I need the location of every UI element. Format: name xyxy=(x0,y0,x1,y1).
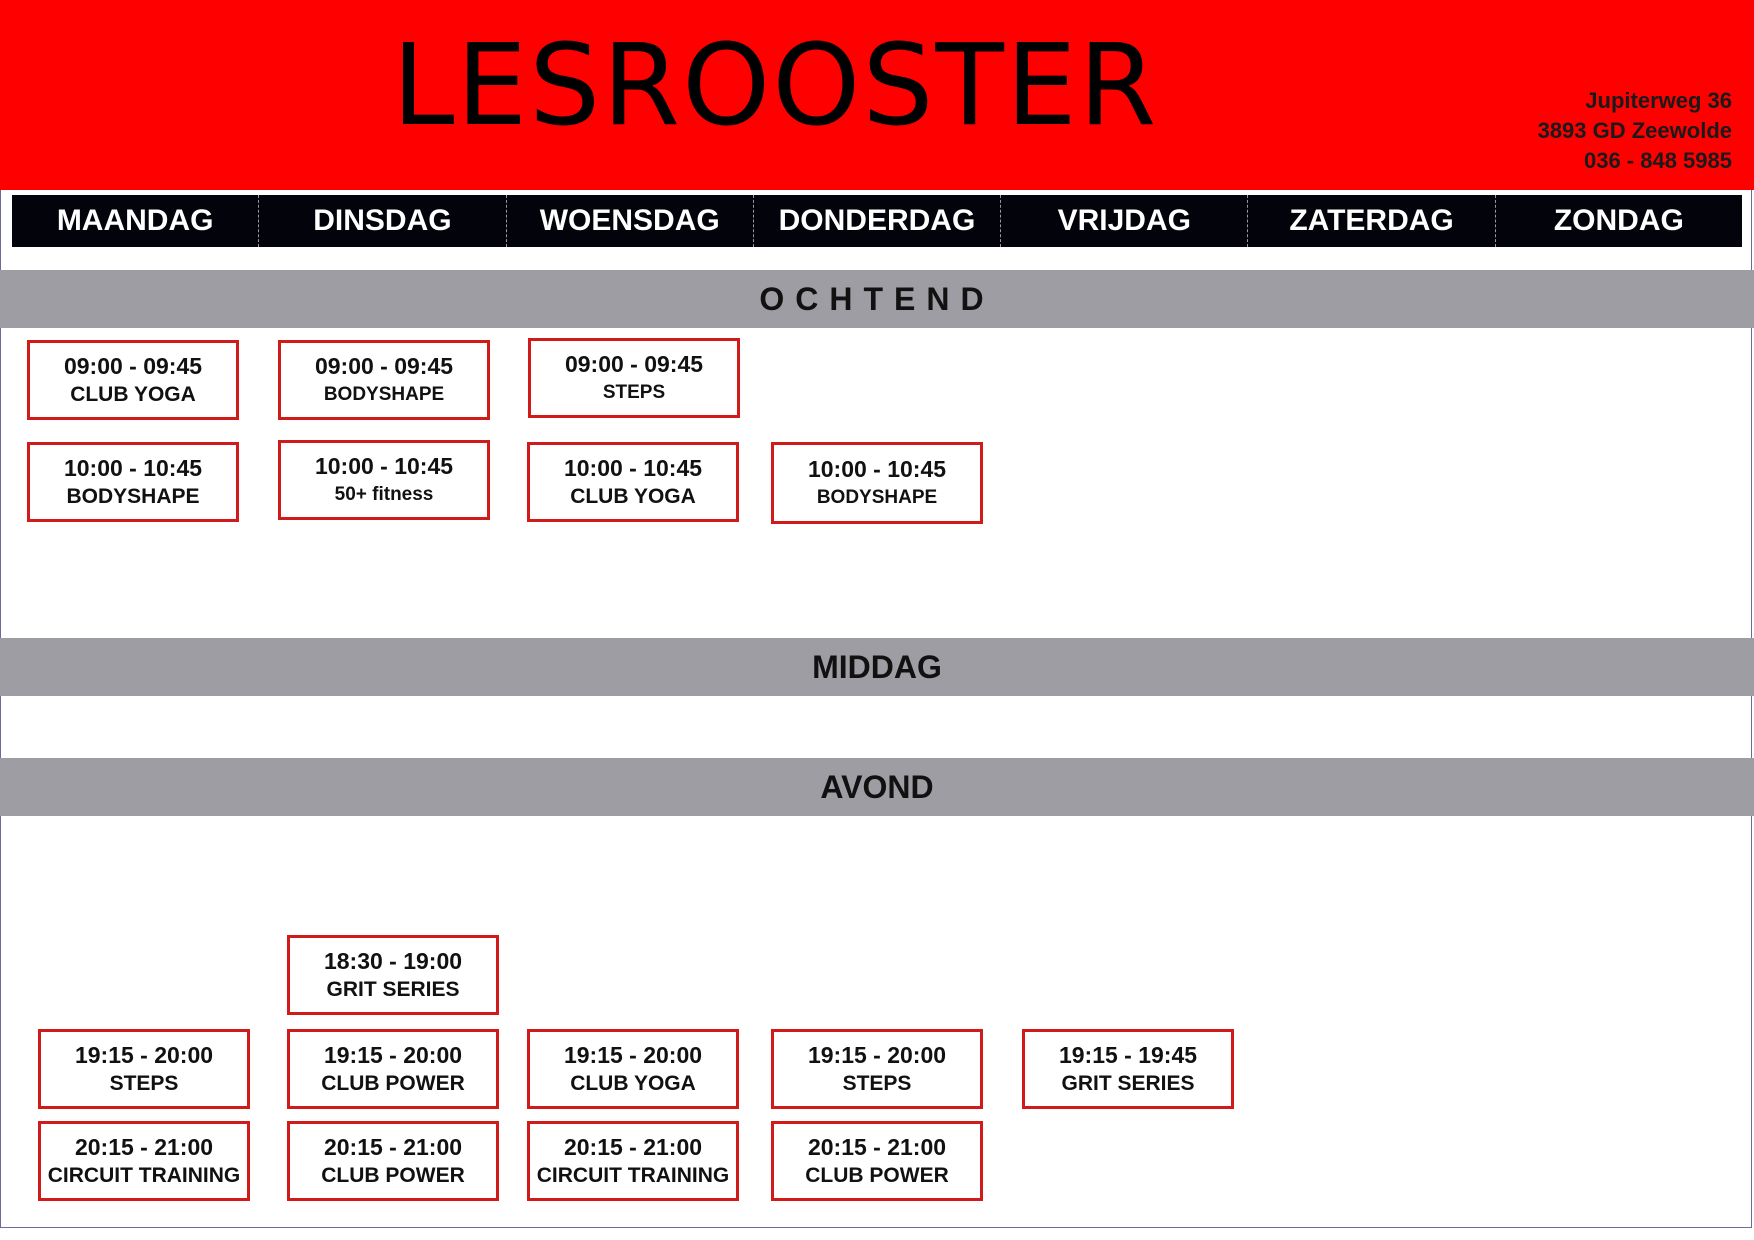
class-block xyxy=(527,1029,739,1109)
class-time: 20:15 - 21:00 xyxy=(563,1134,703,1160)
weekday-bar xyxy=(12,195,1742,247)
class-block xyxy=(1022,1029,1234,1109)
class-name: CLUB YOGA xyxy=(70,383,196,406)
class-name: CIRCUIT TRAINING xyxy=(536,1164,730,1187)
class-name: GRIT SERIES xyxy=(1061,1072,1195,1095)
day-header-donderdag: DONDERDAG xyxy=(754,195,1001,247)
class-name: BODYSHAPE xyxy=(816,487,938,508)
class-name: CIRCUIT TRAINING xyxy=(47,1164,241,1187)
class-block xyxy=(287,1029,499,1109)
class-block xyxy=(278,440,490,520)
day-header-zondag: ZONDAG xyxy=(1553,204,1684,237)
day-header-zaterdag: ZATERDAG xyxy=(1248,195,1495,247)
class-time: 10:00 - 10:45 xyxy=(563,455,703,481)
class-name: CLUB YOGA xyxy=(570,485,696,508)
class-time: 09:00 - 09:45 xyxy=(314,353,454,379)
class-time: 19:15 - 19:45 xyxy=(1058,1042,1198,1068)
class-time: 20:15 - 21:00 xyxy=(323,1134,463,1160)
class-block xyxy=(27,340,239,420)
class-name: CLUB POWER xyxy=(321,1072,465,1095)
class-time: 20:15 - 21:00 xyxy=(74,1134,214,1160)
class-name: BODYSHAPE xyxy=(66,485,200,508)
class-block xyxy=(527,442,739,522)
header-banner xyxy=(0,0,1754,190)
day-header-vrijdag: VRIJDAG xyxy=(1001,195,1248,247)
class-time: 18:30 - 19:00 xyxy=(323,948,463,974)
class-time: 19:15 - 20:00 xyxy=(323,1042,463,1068)
class-time: 09:00 - 09:45 xyxy=(564,351,704,377)
class-time: 19:15 - 20:00 xyxy=(563,1042,703,1068)
address-street: Jupiterweg 36 xyxy=(1585,88,1732,113)
class-time: 10:00 - 10:45 xyxy=(63,455,203,481)
class-block xyxy=(27,442,239,522)
class-block xyxy=(771,442,983,524)
class-block xyxy=(278,340,490,420)
class-name: STEPS xyxy=(109,1072,179,1095)
class-name: CLUB POWER xyxy=(805,1164,949,1187)
class-name: STEPS xyxy=(842,1072,912,1095)
day-header-dinsdag: DINSDAG xyxy=(259,195,506,247)
class-name: GRIT SERIES xyxy=(326,978,460,1001)
class-block xyxy=(38,1029,250,1109)
class-block xyxy=(287,1121,499,1201)
class-block xyxy=(38,1121,250,1201)
day-header-woensdag: WOENSDAG xyxy=(507,195,754,247)
page-title: LESROOSTER xyxy=(392,21,1159,151)
class-time: 09:00 - 09:45 xyxy=(63,353,203,379)
class-time: 10:00 - 10:45 xyxy=(807,456,947,482)
class-name: CLUB YOGA xyxy=(570,1072,696,1095)
address-phone: 036 - 848 5985 xyxy=(1583,148,1732,173)
class-time: 20:15 - 21:00 xyxy=(807,1134,947,1160)
class-time: 10:00 - 10:45 xyxy=(314,453,454,479)
class-time: 19:15 - 20:00 xyxy=(807,1042,947,1068)
class-name: 50+ fitness xyxy=(334,484,434,505)
address-block xyxy=(1538,86,1732,176)
class-name: BODYSHAPE xyxy=(323,384,445,405)
class-block xyxy=(771,1121,983,1201)
class-block xyxy=(287,935,499,1015)
day-header-maandag: MAANDAG xyxy=(12,195,259,247)
class-name: STEPS xyxy=(602,382,666,403)
section-header-ochtend: OCHTEND xyxy=(0,270,1754,328)
section-header-middag: MIDDAG xyxy=(0,638,1754,696)
section-header-avond: AVOND xyxy=(0,758,1754,816)
class-block xyxy=(527,1121,739,1201)
class-block xyxy=(771,1029,983,1109)
class-name: CLUB POWER xyxy=(321,1164,465,1187)
address-city: 3893 GD Zeewolde xyxy=(1537,118,1732,143)
class-block xyxy=(528,338,740,418)
class-time: 19:15 - 20:00 xyxy=(74,1042,214,1068)
